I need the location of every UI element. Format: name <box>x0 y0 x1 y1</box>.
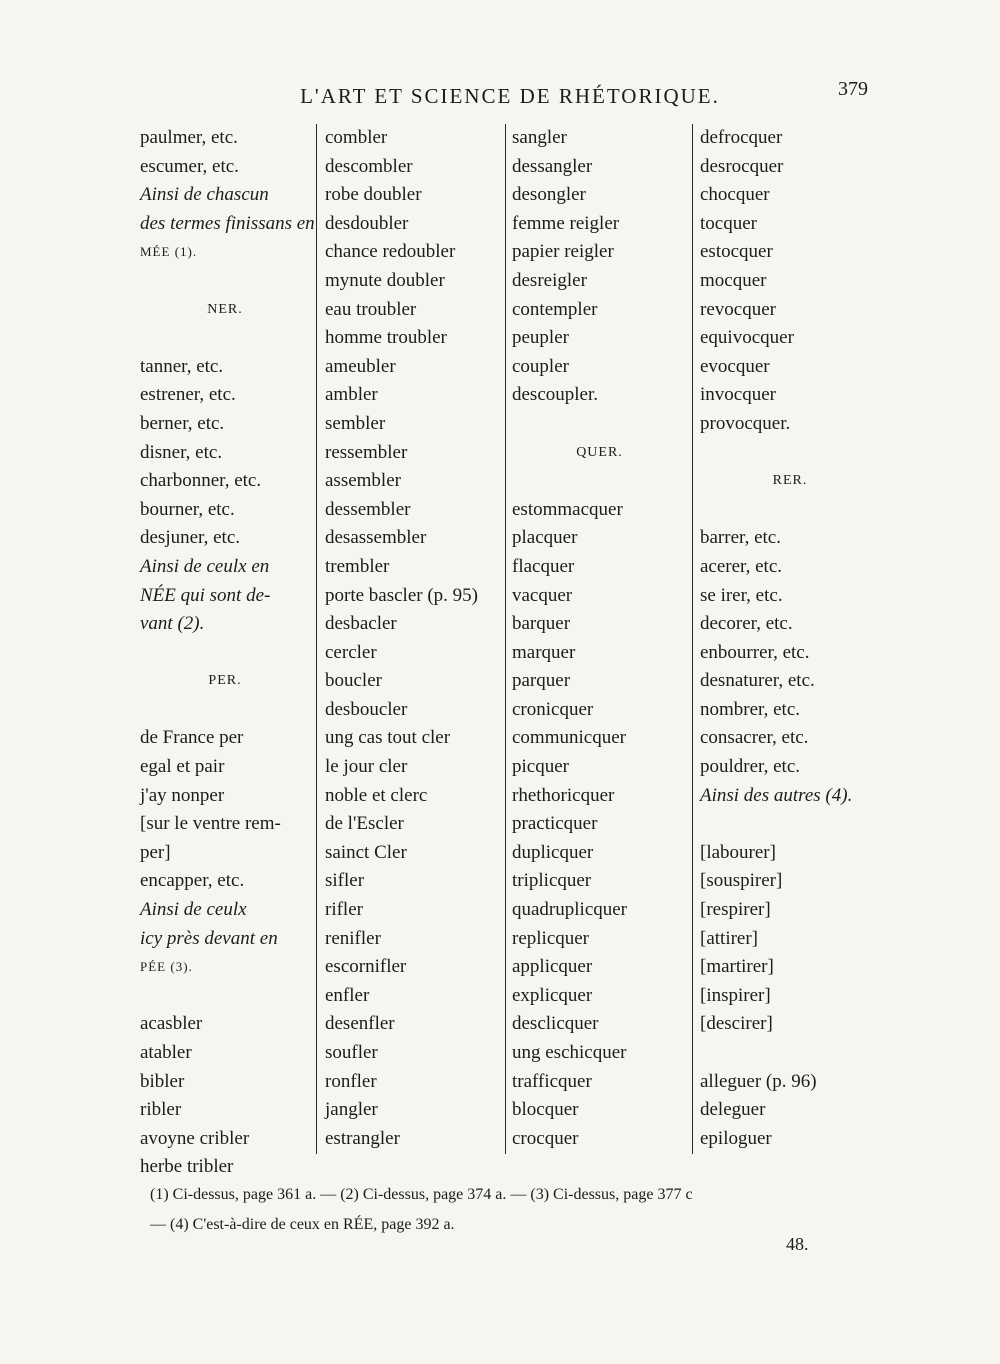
word-entry: triplicquer <box>512 870 592 892</box>
word-entry: mocquer <box>700 269 767 291</box>
running-header: L'ART ET SCIENCE DE RHÉTORIQUE. <box>300 84 720 108</box>
word-entry: contempler <box>512 298 598 320</box>
word-entry: mynute doubler <box>325 269 445 291</box>
word-entry: [labourer] <box>700 841 776 863</box>
section-heading: QUER. <box>576 444 623 460</box>
word-entry: epiloguer <box>700 1127 772 1149</box>
blank-line <box>512 467 687 496</box>
word-entry: dessembler <box>325 498 411 520</box>
word-entry: estocquer <box>700 241 773 263</box>
word-entry: sifler <box>325 870 365 892</box>
word-entry: deleguer <box>700 1099 766 1121</box>
word-entry: estommacquer <box>512 498 623 520</box>
word-entry: desclicquer <box>512 1013 599 1035</box>
word-entry: chocquer <box>700 184 770 206</box>
word-entry: rifler <box>325 899 363 921</box>
word-entry: tanner, etc. <box>140 355 224 377</box>
word-entry: noble et clerc <box>325 784 428 806</box>
word-entry: consacrer, etc. <box>700 727 809 749</box>
word-entry: escumer, etc. <box>140 155 239 177</box>
word-entry: Ainsi des autres (4). <box>700 784 853 806</box>
word-entry: desongler <box>512 184 586 206</box>
word-entry: homme troubler <box>325 327 447 349</box>
word-entry: cronicquer <box>512 698 594 720</box>
footnote-line: — (4) C'est-à-dire de ceux en RÉE, page 392 a. <box>150 1216 455 1233</box>
word-entry: [descirer] <box>700 1013 773 1035</box>
blank-line <box>140 324 310 353</box>
word-entry: descoupler. <box>512 384 599 406</box>
blank-line <box>700 439 880 468</box>
word-entry: vant (2). <box>140 613 205 635</box>
word-entry: sangler <box>512 127 567 148</box>
word-entry: nombrer, etc. <box>700 698 801 720</box>
word-entry: bibler <box>140 1070 185 1092</box>
word-entry: NÉE qui sont de- <box>140 584 271 606</box>
word-entry: berner, etc. <box>140 412 225 434</box>
word-entry: paulmer, etc. <box>140 127 238 148</box>
word-entry: combler <box>325 127 388 148</box>
word-entry: ung cas tout cler <box>325 727 451 749</box>
column-3 <box>512 124 687 1153</box>
column-rule <box>692 124 693 1154</box>
word-entry: sembler <box>325 412 386 434</box>
word-entry: desassembler <box>325 527 427 549</box>
word-entry: Ainsi de ceulx <box>140 899 247 921</box>
word-entry: placquer <box>512 527 578 549</box>
word-entry: eau troubler <box>325 298 417 320</box>
word-entry: tocquer <box>700 212 757 234</box>
page-number: 379 <box>838 78 868 100</box>
word-entry: invocquer <box>700 384 776 406</box>
word-entry: le jour cler <box>325 756 408 778</box>
word-entry: desjuner, etc. <box>140 527 241 549</box>
word-entry: crocquer <box>512 1127 579 1149</box>
word-entry: ambler <box>325 384 378 406</box>
word-entry: disner, etc. <box>140 441 223 463</box>
footnote-line: (1) Ci-dessus, page 361 a. — (2) Ci-dessus, page 374 a. — (3) Ci-dessus, page 377 c <box>150 1186 693 1203</box>
word-entry: sainct Cler <box>325 841 407 863</box>
word-entry: vacquer <box>512 584 573 606</box>
word-entry: ung eschicquer <box>512 1042 627 1063</box>
blank-line <box>512 410 687 439</box>
word-entry: estrener, etc. <box>140 384 236 406</box>
word-entry: j'ay nonper <box>140 784 225 806</box>
word-entry: provocquer. <box>700 412 791 434</box>
word-entry: charbonner, etc. <box>140 470 262 492</box>
word-entry: alleguer (p. 96) <box>700 1070 817 1092</box>
word-entry: cercler <box>325 641 377 663</box>
word-entry: quadruplicquer <box>512 899 628 921</box>
word-entry: MÉE (1). <box>140 244 198 260</box>
word-entry: [sur le ventre rem- <box>140 813 281 835</box>
word-entry: PÉE (3). <box>140 959 193 975</box>
word-entry: [inspirer] <box>700 984 771 1006</box>
word-entry: de l'Escler <box>325 813 404 835</box>
word-entry: egal et pair <box>140 756 225 778</box>
word-entry: dessangler <box>512 155 593 177</box>
word-entry: descombler <box>325 155 413 177</box>
word-entry: [respirer] <box>700 899 771 921</box>
word-entry: avoyne cribler <box>140 1127 250 1149</box>
column-2 <box>325 124 505 1153</box>
column-rule <box>505 124 506 1154</box>
word-entry: robe doubler <box>325 184 422 206</box>
word-entry: bourner, etc. <box>140 498 235 520</box>
word-entry: acasbler <box>140 1013 203 1035</box>
word-entry: enfler <box>325 984 370 1006</box>
word-entry: [souspirer] <box>700 870 783 892</box>
footnotes <box>150 1180 880 1240</box>
word-entry: desreigler <box>512 269 587 291</box>
blank-line <box>700 810 880 839</box>
word-entry: des termes finissans en <box>140 212 315 234</box>
word-entry: rhethoricquer <box>512 784 615 806</box>
word-entry: replicquer <box>512 927 590 949</box>
word-entry: desrocquer <box>700 155 784 177</box>
signature-mark: 48. <box>786 1234 809 1254</box>
word-entry: jangler <box>325 1099 378 1121</box>
word-entry: se irer, etc. <box>700 584 783 606</box>
word-entry: atabler <box>140 1042 192 1063</box>
word-entry: porte bascler (p. 95) <box>325 584 478 606</box>
word-entry: escornifler <box>325 956 407 978</box>
word-entry: icy près devant en <box>140 927 278 949</box>
word-entry: herbe tribler <box>140 1156 234 1178</box>
word-entry: Ainsi de chascun <box>140 184 269 206</box>
word-entry: decorer, etc. <box>700 613 793 635</box>
word-entry: enbourrer, etc. <box>700 641 810 663</box>
word-entry: papier reigler <box>512 241 614 263</box>
word-entry: estrangler <box>325 1127 400 1149</box>
word-entry: practicquer <box>512 813 598 835</box>
word-entry: desbacler <box>325 613 397 635</box>
word-entry: equivocquer <box>700 327 794 349</box>
word-entry: boucler <box>325 670 382 692</box>
column-1 <box>140 124 315 1182</box>
word-entry: per] <box>140 841 171 863</box>
word-entry: pouldrer, etc. <box>700 756 801 778</box>
word-entry: ameubler <box>325 355 396 377</box>
word-entry: desboucler <box>325 698 408 720</box>
word-entry: de France per <box>140 727 244 749</box>
word-entry: picquer <box>512 756 569 778</box>
word-entry: applicquer <box>512 956 593 978</box>
word-entry: chance redoubler <box>325 241 456 263</box>
word-entry: flacquer <box>512 555 575 577</box>
word-entry: [martirer] <box>700 956 774 978</box>
word-entry: coupler <box>512 355 569 377</box>
word-entry: trembler <box>325 555 390 577</box>
word-entry: trafficquer <box>512 1070 592 1092</box>
blank-line <box>140 639 310 668</box>
word-entry: ronfler <box>325 1070 377 1092</box>
blank-line <box>140 982 310 1011</box>
word-entry: barquer <box>512 613 571 635</box>
word-entry: ressembler <box>325 441 408 463</box>
word-entry: blocquer <box>512 1099 579 1121</box>
word-entry: duplicquer <box>512 841 594 863</box>
section-heading: RER. <box>772 473 808 489</box>
column-rule <box>316 124 317 1154</box>
word-entry: desenfler <box>325 1013 395 1035</box>
blank-line <box>700 1039 880 1068</box>
word-entry: femme reigler <box>512 212 620 234</box>
word-entry: soufler <box>325 1042 378 1063</box>
word-entry: ribler <box>140 1099 182 1121</box>
word-entry: revocquer <box>700 298 776 320</box>
word-entry: explicquer <box>512 984 593 1006</box>
column-4 <box>700 124 880 1153</box>
word-entry: assembler <box>325 470 401 492</box>
word-entry: marquer <box>512 641 576 663</box>
word-entry: evocquer <box>700 355 770 377</box>
word-entry: desdoubler <box>325 212 409 234</box>
word-entry: communicquer <box>512 727 626 749</box>
word-entry: defrocquer <box>700 127 783 148</box>
word-entry: barrer, etc. <box>700 527 781 549</box>
blank-line <box>140 696 310 725</box>
section-heading: NER. <box>207 301 243 317</box>
word-entry: acerer, etc. <box>700 555 783 577</box>
blank-line <box>700 496 880 525</box>
word-entry: [attirer] <box>700 927 759 949</box>
word-entry: Ainsi de ceulx en <box>140 555 270 577</box>
blank-line <box>140 267 310 296</box>
word-entry: renifler <box>325 927 381 949</box>
word-entry: peupler <box>512 327 569 349</box>
section-heading: PER. <box>208 673 242 689</box>
word-entry: encapper, etc. <box>140 870 245 892</box>
word-entry: parquer <box>512 670 571 692</box>
word-entry: desnaturer, etc. <box>700 670 815 692</box>
